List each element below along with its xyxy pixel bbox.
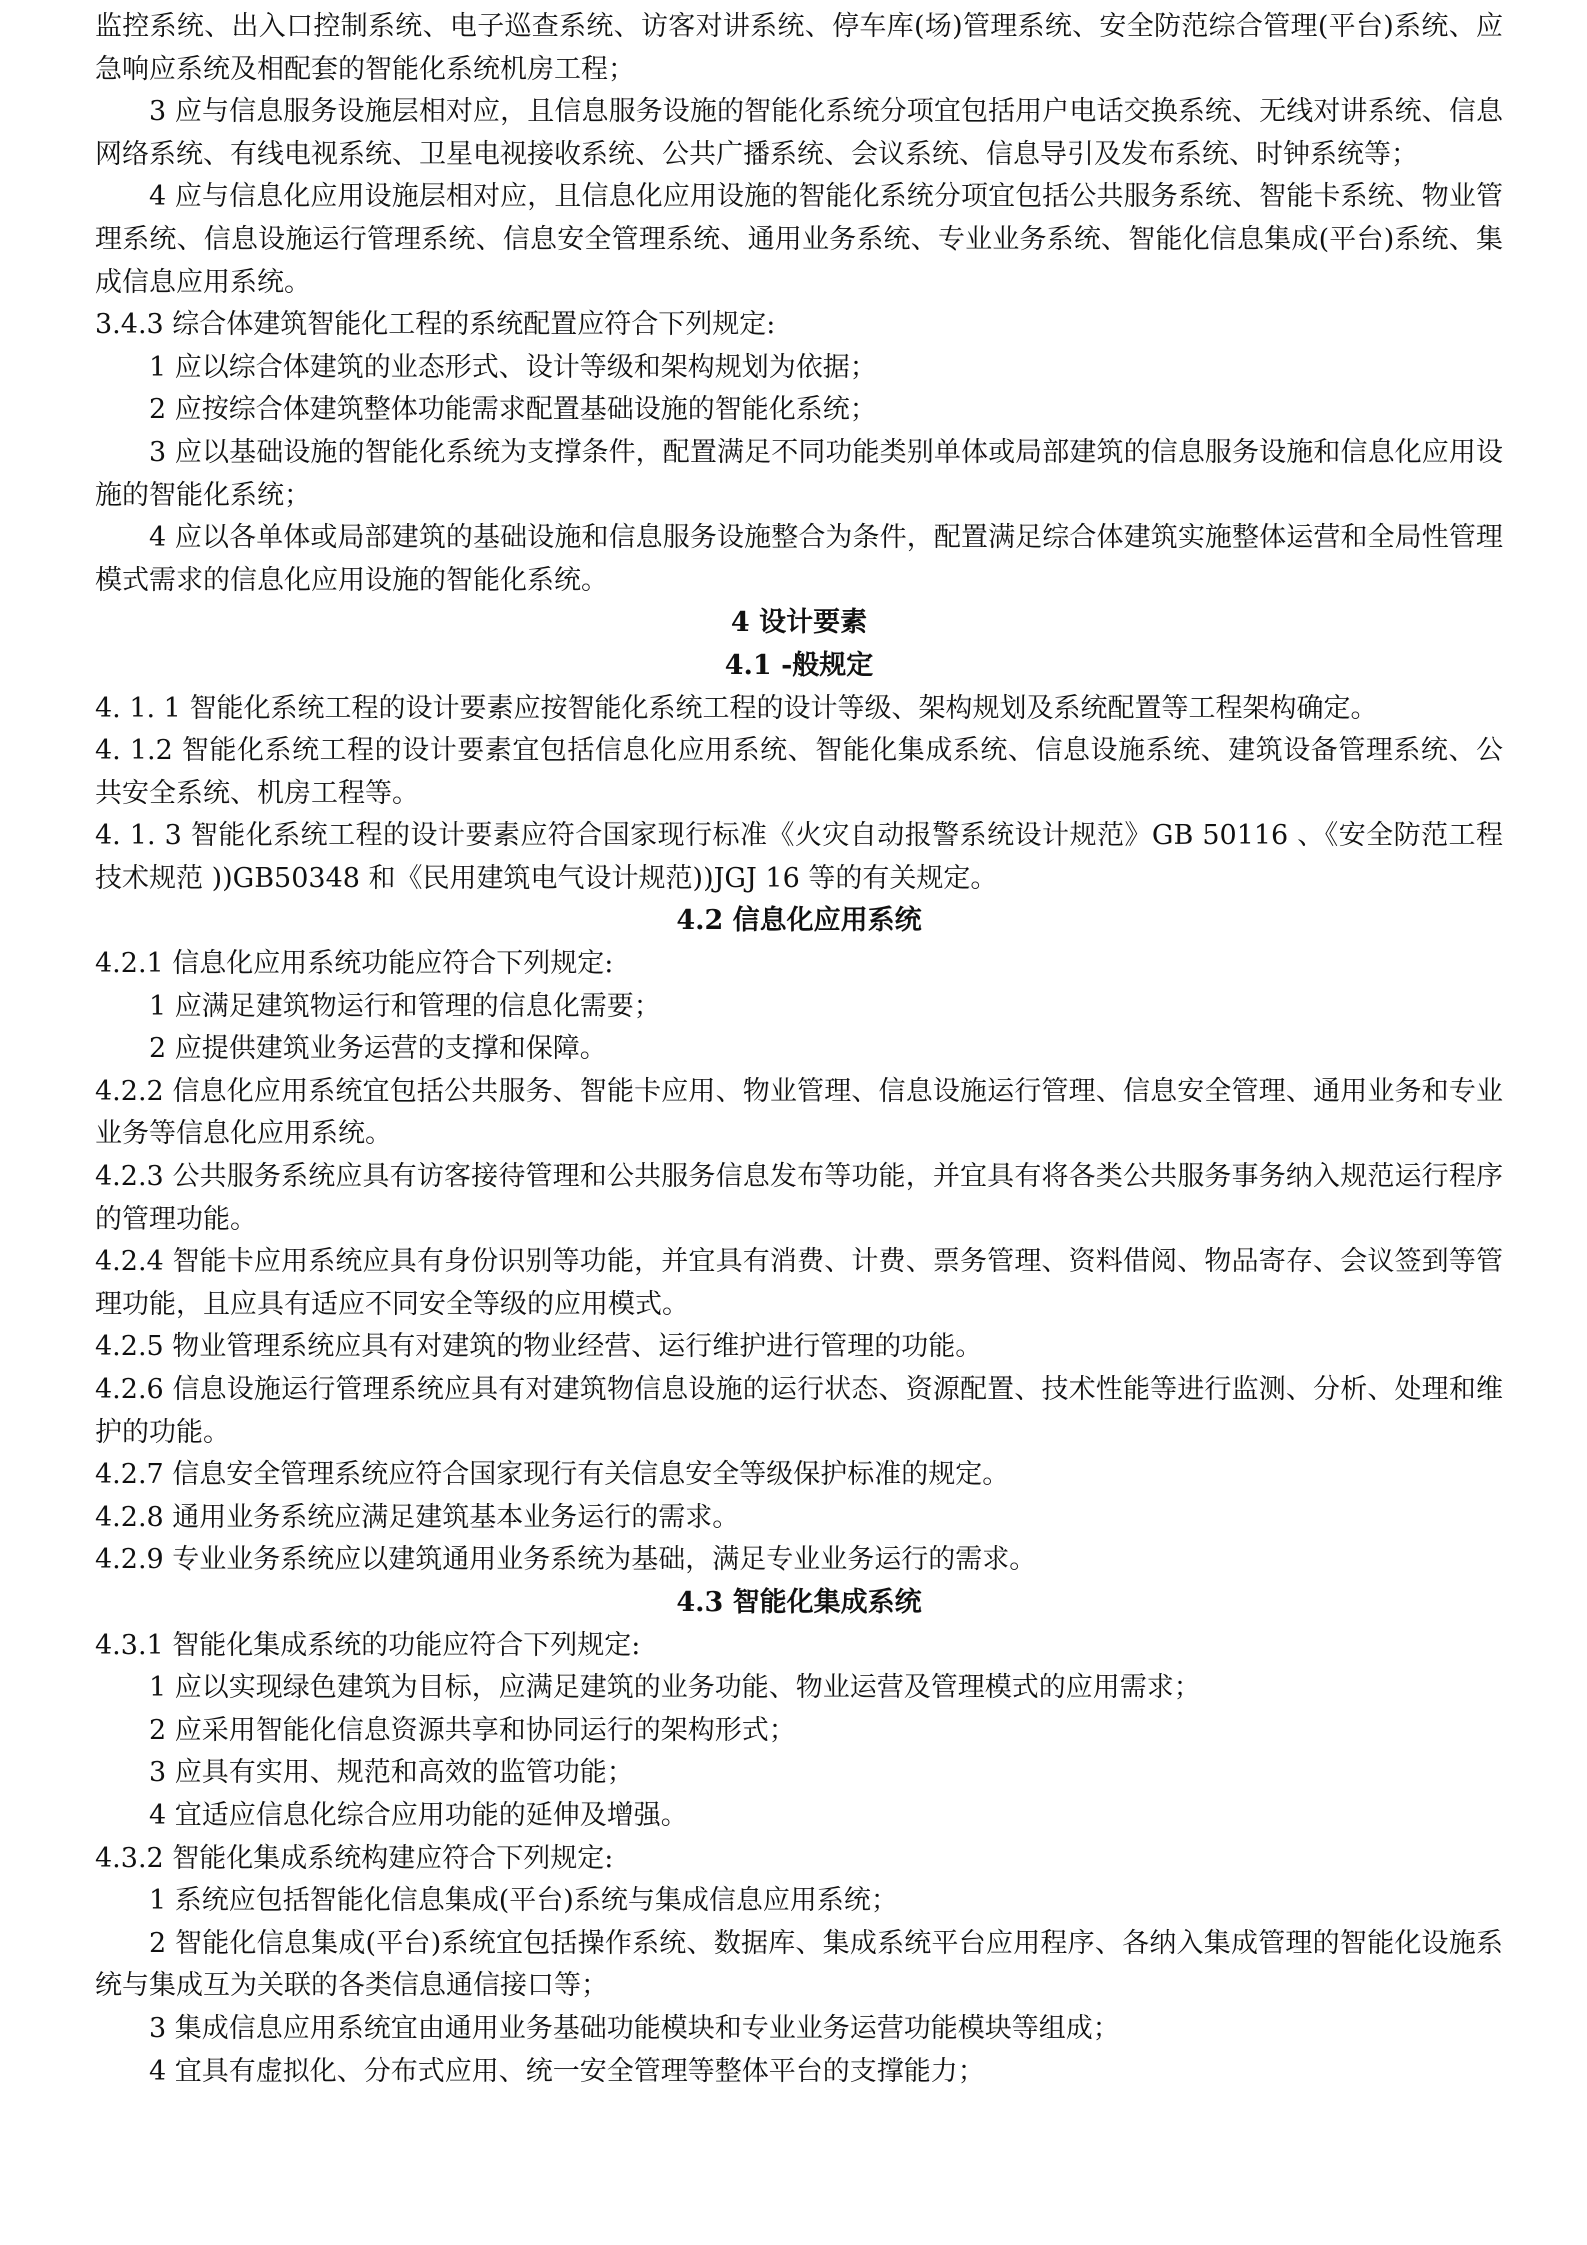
list-item: 1 应满足建筑物运行和管理的信息化需要； (149, 990, 661, 1022)
list-item: 3 应具有实用、规范和高效的监管功能； (149, 1757, 634, 1789)
list-item: 2 智能化信息集成(平台)系统宜包括操作系统、数据库、集成系统平台应用程序、各纳入集成管理的智能化设施系统与集成互为关联的各类信息通信接口等； (95, 1927, 1503, 2002)
paragraph: 监控系统、出入口控制系统、电子巡查系统、访客对讲系统、停车库(场)管理系统、安全防范综合管理(平台)系统、应急响应系统及相配套的智能化系统机房工程； (95, 11, 1503, 85)
section-heading: 4.3 智能化集成系统 (676, 1586, 922, 1618)
list-item: 4 宜具有虚拟化、分布式应用、统一安全管理等整体平台的支撑能力； (149, 2055, 985, 2087)
list-item: 2 应按综合体建筑整体功能需求配置基础设施的智能化系统； (149, 394, 877, 426)
clause: 4.2.8 通用业务系统应满足建筑基本业务运行的需求。 (95, 1501, 740, 1533)
clause: 4.2.9 专业业务系统应以建筑通用业务系统为基础，满足专业业务运行的需求。 (95, 1544, 1037, 1576)
clause: 4.3.1 智能化集成系统的功能应符合下列规定: (95, 1629, 641, 1661)
list-item: 3 应以基础设施的智能化系统为支撑条件，配置满足不同功能类别单体或局部建筑的信息服务设施和信息化应用设施的智能化系统； (95, 436, 1503, 511)
list-item: 4 宜适应信息化综合应用功能的延伸及增强。 (149, 1799, 688, 1831)
clause: 3.4.3 综合体建筑智能化工程的系统配置应符合下列规定: (95, 309, 776, 341)
list-item: 3 应与信息服务设施层相对应，且信息服务设施的智能化系统分项宜包括用户电话交换系统、无线对讲系统、信息网络系统、有线电视系统、卫星电视接收系统、公共广播系统、会议系统、信息导引及发布系统、时钟系统等； (95, 96, 1503, 170)
clause: 4.2.1 信息化应用系统功能应符合下列规定: (95, 948, 614, 980)
chapter-heading: 4 设计要素 (730, 607, 868, 639)
list-item: 3 集成信息应用系统宜由通用业务基础功能模块和专业业务运营功能模块等组成； (149, 2012, 1120, 2044)
section-heading: 4.1 -般规定 (724, 649, 874, 681)
clause: 4.2.7 信息安全管理系统应符合国家现行有关信息安全等级保护标准的规定。 (95, 1459, 1010, 1491)
clause: 4. 1.2 智能化系统工程的设计要素宜包括信息化应用系统、智能化集成系统、信息设施系统、建筑设备管理系统、公共安全系统、机房工程等。 (95, 735, 1503, 809)
list-item: 1 应以综合体建筑的业态形式、设计等级和架构规划为依据； (149, 351, 877, 383)
list-item: 1 系统应包括智能化信息集成(平台)系统与集成信息应用系统； (149, 1885, 898, 1917)
list-item: 2 应采用智能化信息资源共享和协同运行的架构形式； (149, 1714, 796, 1746)
clause: 4.2.5 物业管理系统应具有对建筑的物业经营、运行维护进行管理的功能。 (95, 1331, 983, 1363)
clause: 4.2.4 智能卡应用系统应具有身份识别等功能，并宜具有消费、计费、票务管理、资料借阅、物品寄存、会议签到等管理功能，且应具有适应不同安全等级的应用模式。 (95, 1246, 1503, 1320)
section-heading: 4.2 信息化应用系统 (676, 905, 922, 937)
list-item: 1 应以实现绿色建筑为目标，应满足建筑的业务功能、物业运营及管理模式的应用需求； (149, 1672, 1201, 1704)
list-item: 4 应以各单体或局部建筑的基础设施和信息服务设施整合为条件，配置满足综合体建筑实施整体运营和全局性管理模式需求的信息化应用设施的智能化系统。 (95, 522, 1503, 596)
clause: 4.3.2 智能化集成系统构建应符合下列规定: (95, 1842, 614, 1874)
list-item: 2 应提供建筑业务运营的支撑和保障。 (149, 1033, 607, 1065)
document-page (95, 6, 1503, 2093)
clause: 4. 1. 1 智能化系统工程的设计要素应按智能化系统工程的设计等级、架构规划及系统配置等工程架构确定。 (95, 692, 1378, 724)
list-item: 4 应与信息化应用设施层相对应，且信息化应用设施的智能化系统分项宜包括公共服务系统、智能卡系统、物业管理系统、信息设施运行管理系统、信息安全管理系统、通用业务系统、专业业务系统、智能化信息集成(平台)系统、集成信息应用系统。 (95, 181, 1503, 298)
clause: 4.2.3 公共服务系统应具有访客接待管理和公共服务信息发布等功能，并宜具有将各类公共服务事务纳入规范运行程序的管理功能。 (95, 1161, 1503, 1235)
clause: 4. 1. 3 智能化系统工程的设计要素应符合国家现行标准《火灾自动报警系统设计规范》GB 50116 、《安全防范工程技术规范 ))GB50348 和《民用建筑电气设计规范))JGJ 16 等的有关规定。 (95, 820, 1503, 894)
clause: 4.2.6 信息设施运行管理系统应具有对建筑物信息设施的运行状态、资源配置、技术性能等进行监测、分析、处理和维护的功能。 (95, 1374, 1503, 1448)
clause: 4.2.2 信息化应用系统宜包括公共服务、智能卡应用、物业管理、信息设施运行管理、信息安全管理、通用业务和专业业务等信息化应用系统。 (95, 1075, 1503, 1150)
